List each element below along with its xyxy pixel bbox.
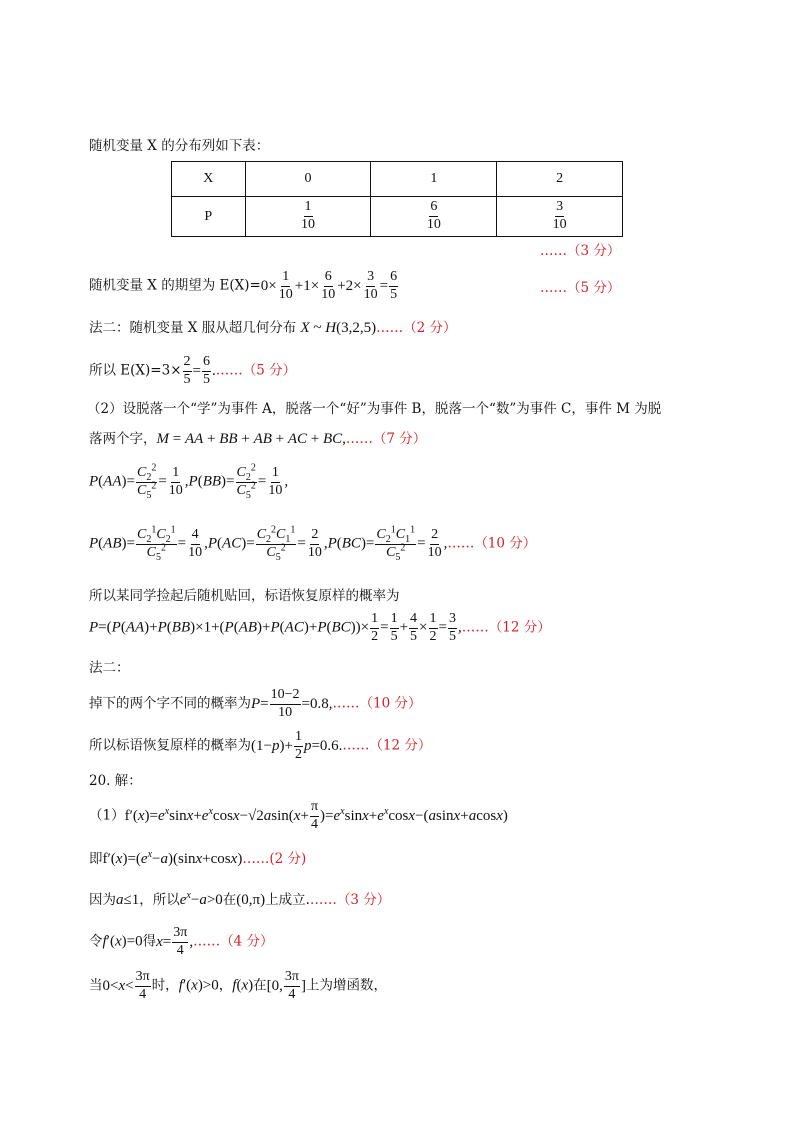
- points-5: ……（5 分）: [540, 280, 621, 296]
- increasing-line: 当0<x< $\frac{3\pi}{4}$ 时，f′(x)>0，f(x)在[0, $\frac{3\pi}{4}$ ]上为增函数，: [89, 969, 387, 1002]
- table-header-row: [172, 162, 623, 197]
- table-prob-row: [172, 197, 623, 237]
- method2b-label: 法二：: [89, 660, 130, 676]
- restore-prob-line: 所以标语恢复原样的概率为(1−p)+ $\frac{1}{2}$ p=0.6.……（12 分）: [89, 729, 432, 762]
- header-1: 1: [371, 162, 497, 197]
- distribution-table: [171, 161, 623, 237]
- total-prob-line: P=(P(AA)+P(BB)×1+(P(AB)+P(AC)+P(BC))× $\frac{1}{2}$ = $\frac{1}{5}$ + $\frac{4}{5}$ × $\frac{1}{2}$ = $\frac{3}{5}$ ,……（12 分）: [89, 611, 551, 644]
- header-x: X: [172, 162, 246, 197]
- expectation-line: 随机变量 X 的期望为 E(X)=0× $\frac{1}{10}$ +1× $\frac{6}{10}$ +2× $\frac{3}{10}$ = $\frac{6}{5}$: [89, 269, 398, 302]
- derivative-line: $(1)f'(x)=e^x\sin x+e^x\cos x-√2asin(x+$ $\frac{\pi}{4}$ )$=e^x\sin x+e^x\cos x-(asinx+acosx)$: [89, 799, 508, 832]
- critical-point-line: 令f′(x)=0得x= $\frac{3\pi}{4}$ ,……（4 分）: [89, 925, 274, 958]
- diff-prob-line: 掉下的两个字不同的概率为P= $\frac{10-2}{10}$ =0.8,……（10 分）: [89, 687, 422, 720]
- prob-cell: $\frac{1}{10}$: [245, 197, 371, 237]
- prob-cell: $\frac{3}{10}$: [497, 197, 623, 237]
- q2-line: （2）设脱落一个“学”为事件 A，脱落一个“好”为事件 B，脱落一个“数”为事件 C，事件 M 为脱: [87, 401, 662, 417]
- table-intro: 随机变量 X 的分布列如下表：: [89, 138, 270, 154]
- header-2: 2: [497, 162, 623, 197]
- prob-cell: $\frac{6}{10}$: [371, 197, 497, 237]
- event-m-line: 落两个字，M = AA + BB + AB + AC + BC,……（7 分）: [89, 431, 427, 447]
- header-0: 0: [245, 162, 371, 197]
- prob-aa-bb: P(AA)= $\frac{C_2^2}{C_5^2}$ = $\frac{1}{10}$ ,P(BB)= $\frac{C_2^2}{C_5^2}$ = $\frac{1}{10}$ ,: [89, 462, 289, 501]
- paste-line: 所以某同学捡起后随机贴回，标语恢复原样的概率为: [89, 588, 400, 604]
- method2-line: 法二：随机变量 X 服从超几何分布 X ~ H(3,2,5)……（2 分）: [89, 320, 457, 336]
- section-20: 20. 解：: [89, 773, 142, 789]
- points-3: ……（3 分）: [540, 243, 621, 259]
- expectation-result: 所以 E(X)=3× $\frac{2}{5}$ = $\frac{6}{5}$ .……（5 分）: [89, 354, 297, 387]
- row-label-p: P: [172, 197, 246, 237]
- prob-ab-ac-bc: P(AB)= $\frac{C_2^1C_2^1}{C_5^2}$ = $\frac{4}{10}$ ,P(AC)= $\frac{C_2^2C_1^1}{C_5^2}$ = $\frac{2}{10}$ ,P(BC)= $\frac{C_2^1C_1^1}{C_5^2}$ = $\frac{2}{10}$ ,……（10 分）: [89, 524, 537, 563]
- factored-line: 即$f'(x)=(e^x-a)(\sin x+\cos x)\dots\dots(2$ 分): [89, 849, 307, 867]
- because-line: 因为a≤1，所以$e^x-a>0$在(0,π)上成立.……（3 分）: [89, 890, 391, 908]
